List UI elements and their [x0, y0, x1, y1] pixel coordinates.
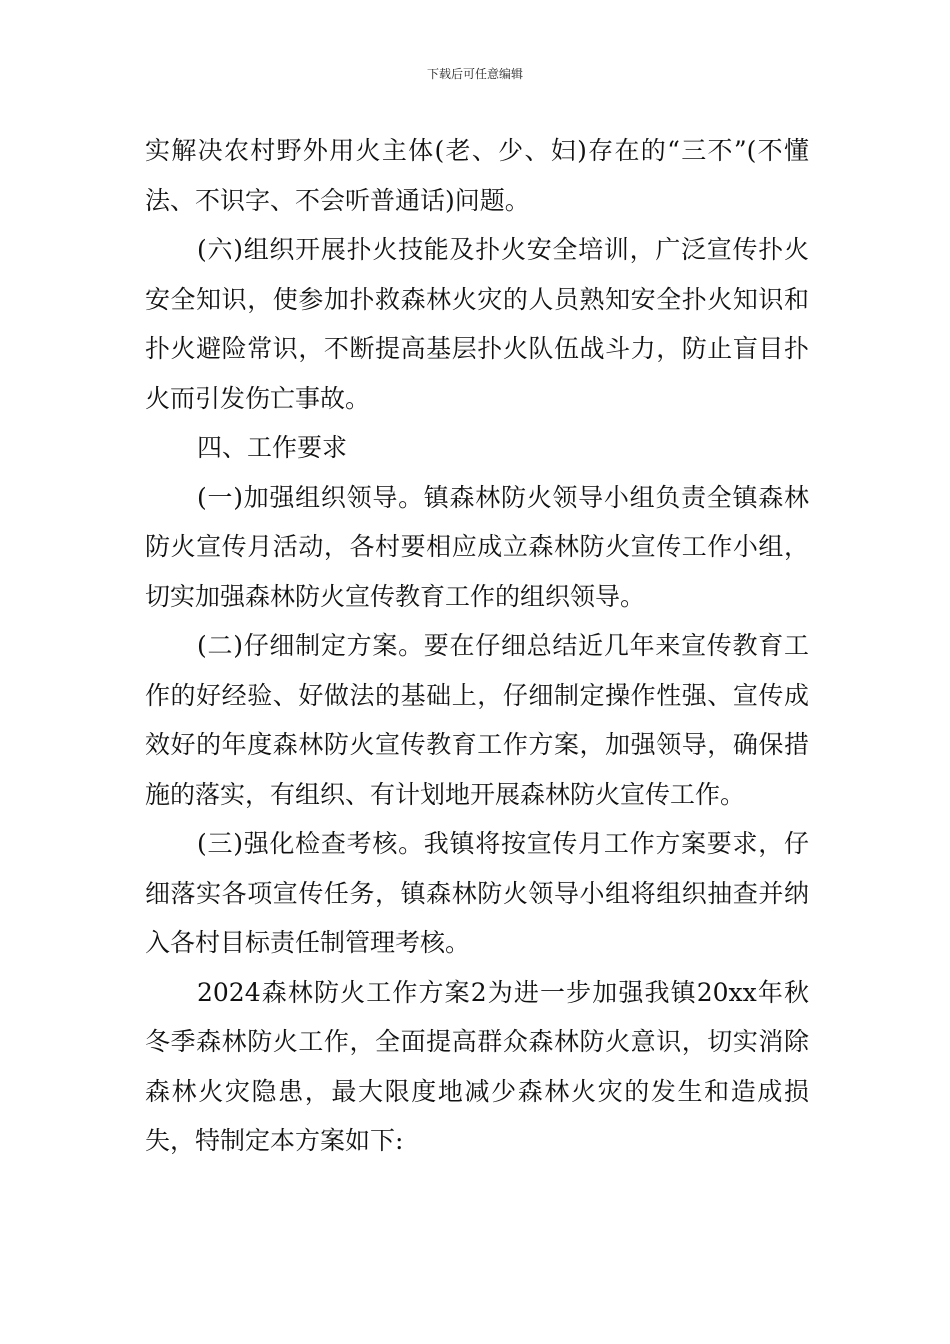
paragraph-requirement-2: (二)仔细制定方案。要在仔细总结近几年来宣传教育工作的好经验、好做法的基础上，仔细制定操作性强、宣传成效好的年度森林防火宣传教育工作方案，加强领导，确保措施的落实，有组织、有计划地开展森林防火宣传工作。 — [145, 631, 809, 809]
paragraph-item-6: (六)组织开展扑火技能及扑火安全培训，广泛宣传扑火安全知识，使参加扑救森林火灾的人员熟知安全扑火知识和扑火避险常识，不断提高基层扑火队伍战斗力，防止盲目扑火而引发伤亡事故。 — [145, 235, 809, 413]
paragraph-plan-2-intro: 2024森林防火工作方案2为进一步加强我镇20xx年秋冬季森林防火工作，全面提高群众森林防火意识，切实消除森林火灾隐患，最大限度地减少森林火灾的发生和造成损失，特制定本方案如下: — [145, 977, 809, 1155]
paragraph-requirement-1: (一)加强组织领导。镇森林防火领导小组负责全镇森林防火宣传月活动，各村要相应成立森林防火宣传工作小组，切实加强森林防火宣传教育工作的组织领导。 — [145, 482, 809, 611]
section-heading-work-requirements: 四、工作要求 — [197, 433, 348, 462]
page-header-note: 下载后可任意编辑 — [426, 67, 523, 81]
document-body — [145, 126, 809, 1166]
paragraph-continuation: 实解决农村野外用火主体(老、少、妇)存在的“三不”(不懂法、不识字、不会听普通话)问题。 — [145, 136, 809, 215]
paragraph-requirement-3: (三)强化检查考核。我镇将按宣传月工作方案要求，仔细落实各项宣传任务，镇森林防火领导小组将组织抽查并纳入各村目标责任制管理考核。 — [145, 829, 809, 957]
